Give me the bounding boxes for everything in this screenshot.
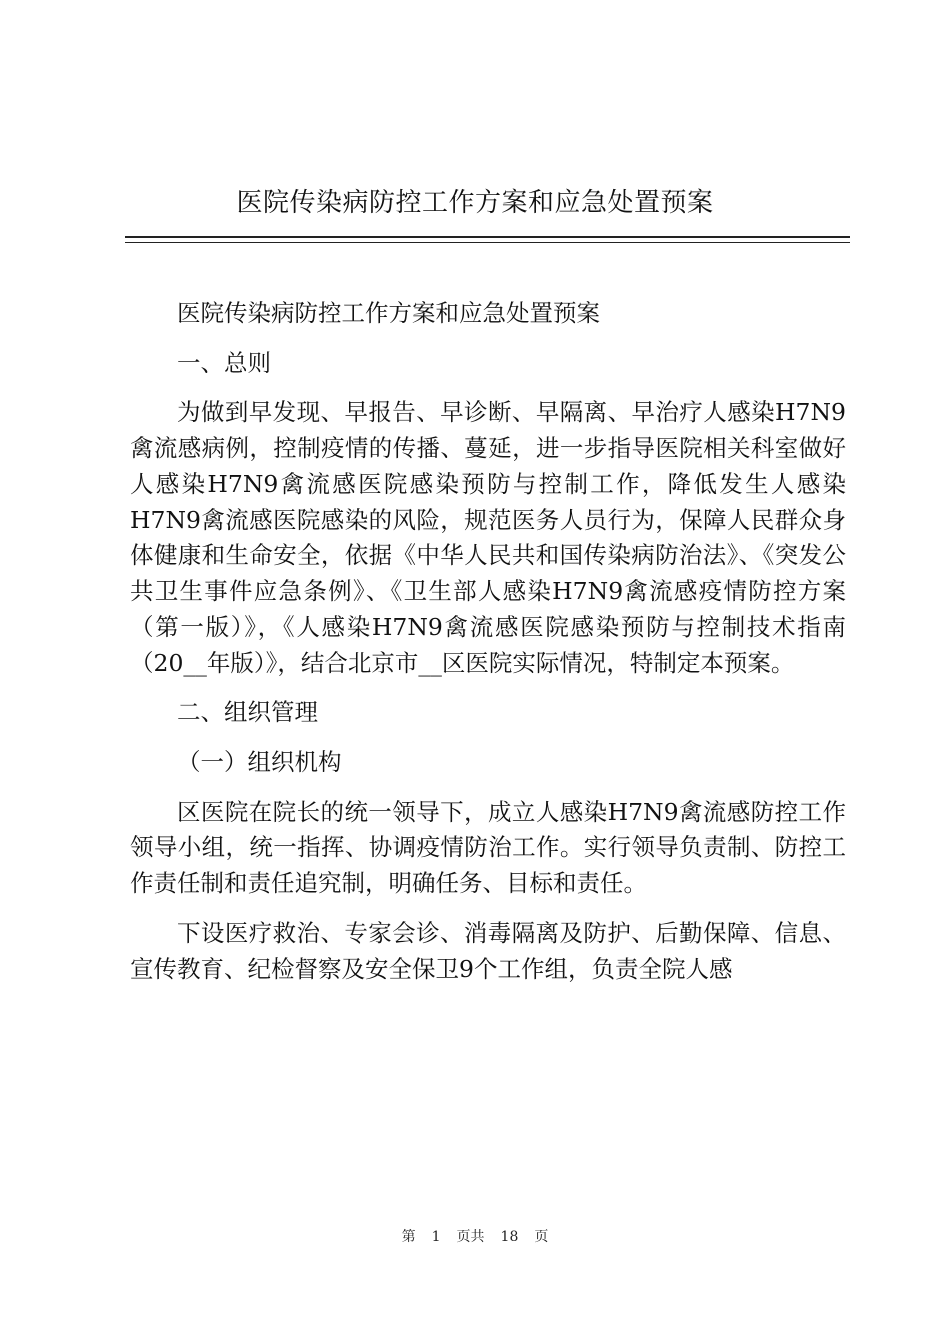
- footer-suffix: 页: [534, 1229, 549, 1245]
- paragraph-general-purpose: 为做到早发现、早报告、早诊断、早隔离、早治疗人感染H7N9禽流感病例，控制疫情的传播、蔓延，进一步指导医院相关科室做好人感染H7N9禽流感医院感染预防与控制工作，降低发生人感染H7N9禽流感医院感染的风险，规范医务人员行为，保障人民群众身体健康和生命安全，依据《中华人民共和国传染病防治法》、《突发公共卫生事件应急条例》、《卫生部人感染H7N9禽流感疫情防控方案（第一版）》，《人感染H7N9禽流感医院感染预防与控制技术指南（20__年版）》，结合北京市__区医院实际情况，特制定本预案。: [130, 398, 846, 677]
- title-divider: [125, 236, 850, 243]
- section-heading-general: 一、总则: [177, 348, 271, 377]
- footer-prefix: 第: [401, 1229, 416, 1245]
- body-heading: 医院传染病防控工作方案和应急处置预案: [177, 299, 600, 327]
- page-footer: [0, 1227, 950, 1247]
- paragraph-leadership: 区医院在院长的统一领导下，成立人感染H7N9禽流感防控工作领导小组，统一指挥、协调疫情防治工作。实行领导负责制、防控工作责任制和责任追究制，明确任务、目标和责任。: [130, 797, 846, 898]
- footer-mid: 页共: [456, 1229, 485, 1245]
- footer-current-page: 1: [431, 1229, 441, 1245]
- subsection-heading-structure: （一）组织机构: [177, 747, 342, 776]
- footer-total-pages: 18: [500, 1229, 519, 1245]
- section-heading-organization: 二、组织管理: [177, 698, 318, 727]
- document-body: [130, 296, 846, 1001]
- paragraph-working-groups: 下设医疗救治、专家会诊、消毒隔离及防护、后勤保障、信息、宣传教育、纪检督察及安全保卫9个工作组，负责全院人感: [130, 918, 846, 983]
- document-title: 医院传染病防控工作方案和应急处置预案: [236, 188, 714, 218]
